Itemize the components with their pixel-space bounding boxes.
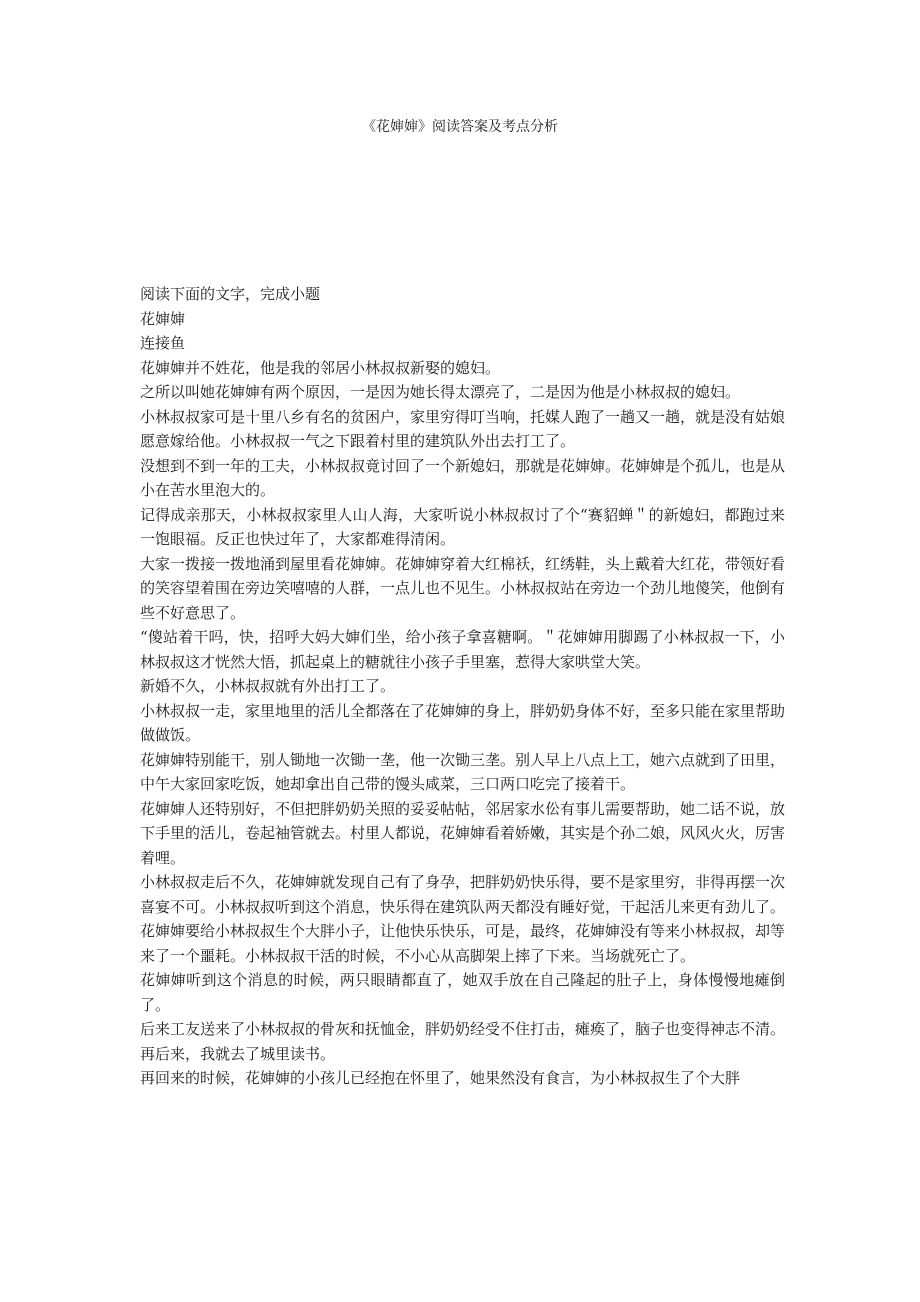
paragraph: 花婶婶听到这个消息的时候，两只眼睛都直了，她双手放在自己隆起的肚子上，身体慢慢地瘫倒了。 <box>140 971 785 1014</box>
paragraph: 小林叔叔家可是十里八乡有名的贫困户，家里穷得叮当响，托媒人跑了一趟又一趟，就是没有姑娘愿意嫁给他。小林叔叔一气之下跟着村里的建筑队外出去打工了。 <box>140 407 786 450</box>
paragraph: 大家一拨接一拨地涌到屋里看花婶婶。花婶婶穿着大红棉袄，红绣鞋，头上戴着大红花，带领好看的笑容望着围在旁边笑嘻嘻的人群，一点儿也不见生。小林叔叔站在旁边一个劲儿地傻笑，他倒有些不好意思了。 <box>140 554 786 622</box>
paragraph: 记得成亲那天，小林叔叔家里人山人海，大家听说小林叔叔讨了个“赛貂蝉＂的新媳妇，都跑过来一饱眼福。反正也快过年了，大家都难得清闲。 <box>140 505 785 548</box>
paragraph: 花婶婶特别能干，别人锄地一次锄一垄，他一次锄三垄。别人早上八点上工，她六点就到了田里，中午大家回家吃饭，她却拿出自己带的馒头咸菜，三口两口吃完了接着干。 <box>140 750 786 793</box>
paragraph: 没想到不到一年的工夫，小林叔叔竟讨回了一个新媳妇，那就是花婶婶。花婶婶是个孤儿，也是从小在苦水里泡大的。 <box>140 456 786 499</box>
paragraph: 花婶婶人还特别好，不但把胖奶奶关照的妥妥帖帖，邻居家水伀有事儿需要帮助，她二话不说，放下手里的活儿，卷起袖管就去。村里人都说，花婶婶看着娇嫩，其实是个孙二娘，风风火火，厉害着哩。 <box>140 799 786 867</box>
paragraph: 小林叔叔一走，家里地里的活儿全都落在了花婶婶的身上，胖奶奶身体不好，至多只能在家里帮助做做饭。 <box>140 701 786 744</box>
paragraph: 再后来，我就去了城里读书。 <box>140 1044 336 1063</box>
paragraph: “傻站着干吗，快，招呼大妈大婶们坐，给小孩子拿喜糖啊。＂花婶婶用脚踢了小林叔叔一下，小林叔叔这才恍然大悟，抓起桌上的糖就往小孩子手里塞，惹得大家哄堂大笑。 <box>140 628 785 671</box>
document-title: 《花婶婶》阅读答案及考点分析 <box>362 119 558 135</box>
paragraph: 之所以叫她花婶婶有两个原因，一是因为她长得太漂亮了，二是因为他是小林叔叔的媳妇。 <box>140 383 741 401</box>
paragraph: 后来工友送来了小林叔叔的骨灰和抚恤金，胖奶奶经受不住打击，瘫痪了，脑子也变得神志不清。 <box>140 1020 786 1038</box>
story-title: 花婶婶 <box>140 309 186 328</box>
paragraph: 小林叔叔走后不久，花婶婶就发现自己有了身孕，把胖奶奶快乐得，要不是家里穷，非得再摆一次喜宴不可。小林叔叔听到这个消息，快乐得在建筑队两天都没有睡好觉，干起活儿来更有劲儿了。 <box>140 873 786 916</box>
instruction-text: 阅读下面的文字，完成小题 <box>140 285 321 303</box>
story-author: 连接鱼 <box>140 334 186 352</box>
paragraph: 再回来的时候，花婶婶的小孩儿已经抱在怀里了，她果然没有食言，为小林叔叔生了个大胖 <box>140 1069 741 1087</box>
paragraph: 新婚不久，小林叔叔就有外出打工了。 <box>140 677 396 695</box>
paragraph: 花婶婶要给小林叔叔生个大胖小子，让他快乐快乐，可是，最终，花婶婶没有等来小林叔叔，却等来了一个噩耗。小林叔叔干活的时候，不小心从高脚架上摔了下来。当场就死亡了。 <box>140 922 786 965</box>
article-body <box>140 282 785 1091</box>
paragraph: 花婶婶并不姓花，他是我的邻居小林叔叔新娶的媳妇。 <box>140 358 501 377</box>
